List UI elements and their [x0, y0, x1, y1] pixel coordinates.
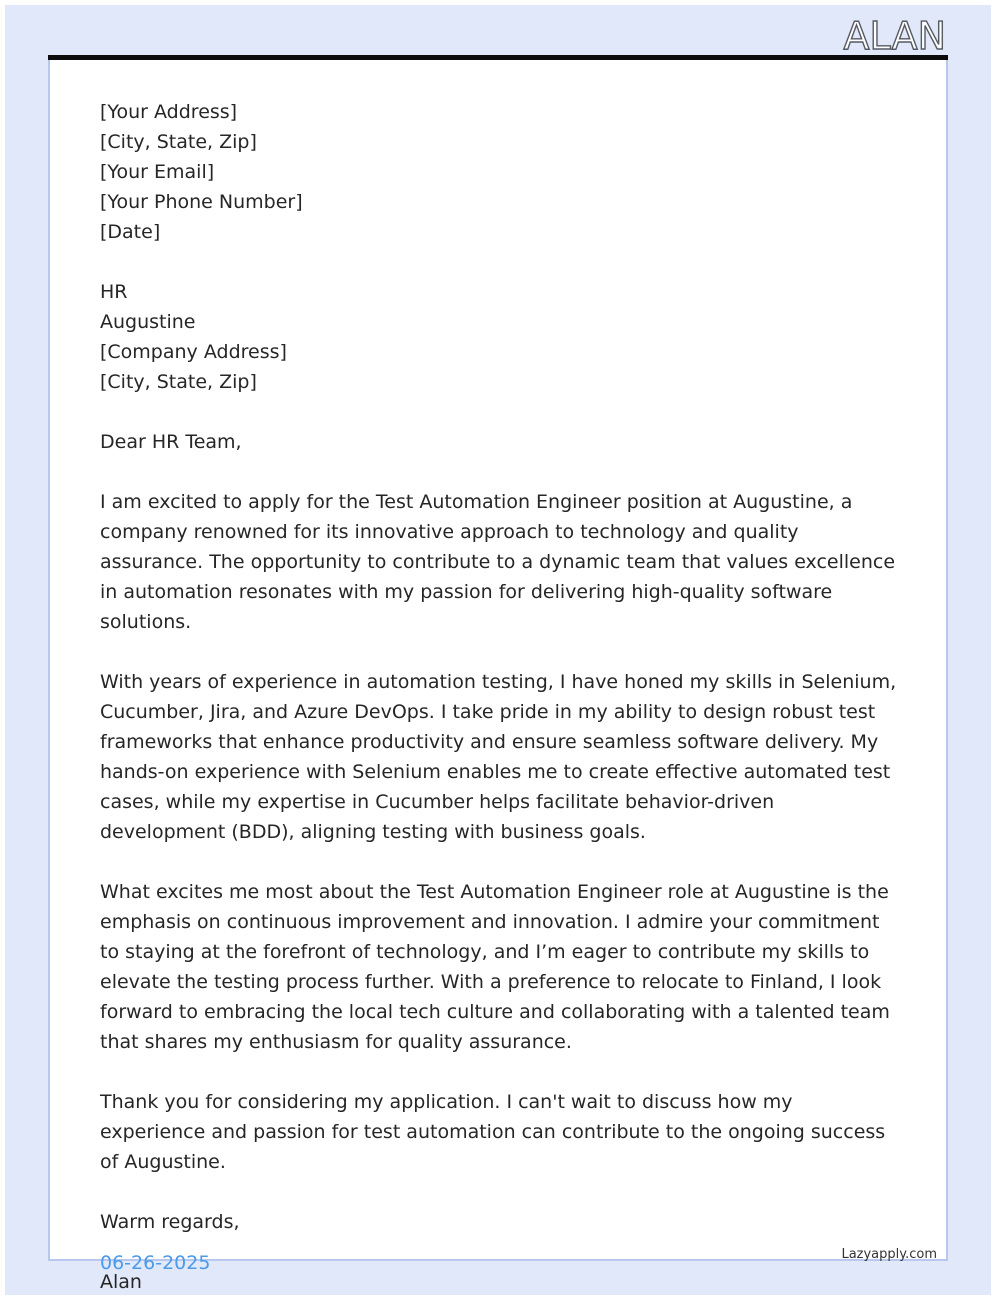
header-rule: [48, 55, 948, 60]
watermark: Lazyapply.com: [841, 1247, 937, 1262]
body-paragraph-2: With years of experience in automation testing, I have honed my skills in Selenium, Cucumber, Jira, and Azure DevOps. I take pride in my ability to design robust test frameworks that enhance productivity and ensure seamless software delivery. My hands-on experience with Selenium enables me to create effective automated test cases, while my expertise in Cucumber helps facilitate behavior-driven development (BDD), aligning testing with business goals.: [100, 671, 897, 843]
recipient-company: Augustine: [100, 311, 196, 333]
sender-email: [Your Email]: [100, 161, 215, 183]
body-paragraph-1: I am excited to apply for the Test Automation Engineer position at Augustine, a company renowned for its innovative approach to technology and quality assurance. The opportunity to contribute to a dynamic team that values excellence in automation resonates with my passion for delivering high-quality software solutions.: [100, 491, 896, 633]
letter-body: [100, 97, 900, 1297]
sender-date: [Date]: [100, 221, 161, 243]
body-paragraph-3: What excites me most about the Test Automation Engineer role at Augustine is the emphasis on continuous improvement and innovation. I admire your commitment to staying at the forefront of technology, and I’m eager to contribute my skills to elevate the testing process further. With a preference to relocate to Finland, I look forward to embracing the local tech culture and collaborating with a talented team that shares my enthusiasm for quality assurance.: [100, 881, 890, 1053]
sender-block: [100, 97, 900, 247]
closing: Warm regards,: [100, 1211, 240, 1233]
sender-city-state-zip: [City, State, Zip]: [100, 131, 257, 153]
signature: Alan: [100, 1271, 142, 1293]
sender-address: [Your Address]: [100, 101, 238, 123]
body-paragraph-4: Thank you for considering my application. I can't wait to discuss how my experience and passion for test automation can contribute to the ongoing success of Augustine.: [100, 1091, 886, 1173]
recipient-city-state-zip: [City, State, Zip]: [100, 371, 257, 393]
sender-phone: [Your Phone Number]: [100, 191, 303, 213]
footer-date: 06-26-2025: [100, 1252, 211, 1274]
recipient-address: [Company Address]: [100, 341, 287, 363]
recipient-block: [100, 277, 900, 397]
header-name: ALAN: [843, 14, 946, 58]
salutation: Dear HR Team,: [100, 431, 242, 453]
recipient-title: HR: [100, 281, 128, 303]
